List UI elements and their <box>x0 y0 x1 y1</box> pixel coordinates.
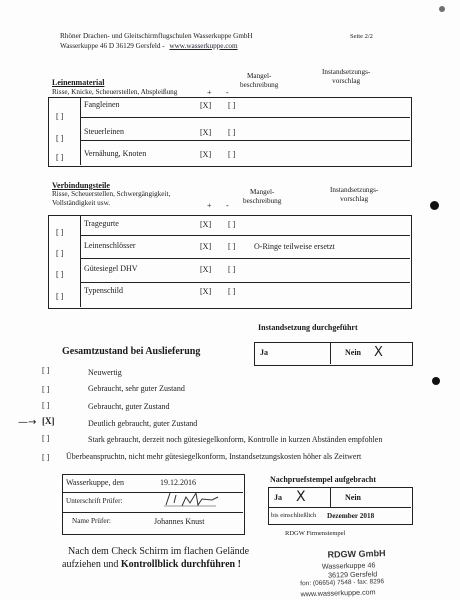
company-address-text: Wasserkuppe 46 D 36129 Gersfeld - <box>60 42 165 50</box>
verbindung-row-plus-check[interactable]: [X] <box>200 242 212 251</box>
leinen-row-checkbox[interactable]: [ ] <box>56 112 64 121</box>
stamp-line-4: www.wasserkuppe.com <box>300 587 376 599</box>
verbindung-divider <box>80 215 81 307</box>
company-address <box>60 42 238 50</box>
footer-line-2-bold: Kontrollblick durchführen ! <box>120 559 241 570</box>
verbindung-row-checkbox[interactable]: [ ] <box>56 292 64 301</box>
nachpruef-title: Nachpruefstempel aufgebracht <box>270 475 376 484</box>
firmenstempel-label: RDGW Firmenstempel <box>285 530 346 537</box>
leinen-col-instand: Instandsetzungs- vorschlag <box>322 68 371 85</box>
verbindung-row-note: O-Ringe teilweise ersetzt <box>254 242 335 251</box>
verbindung-row-label: Gütesiegel DHV <box>84 264 138 273</box>
zustand-option-label: Neuwertig <box>88 368 122 377</box>
leinen-row-plus-check[interactable]: [X] <box>200 128 212 137</box>
footer-line-2-text: aufziehen und <box>62 559 121 570</box>
verbindung-row-line-2 <box>80 258 410 259</box>
signature-scribble <box>160 489 230 511</box>
verbindung-col-mangel: Mangel- beschreibung <box>243 188 282 205</box>
verbindung-row-label: Tragegurte <box>84 219 119 228</box>
company-website-link[interactable]: www.wasserkuppe.com <box>169 42 238 50</box>
signature-label: Unterschrift Prüfer: <box>66 497 123 505</box>
instandsetzung-nein[interactable]: Nein <box>345 348 361 357</box>
instandsetzung-title: Instandsetzung durchgeführt <box>258 323 358 332</box>
verbindung-row-minus-check[interactable]: [ ] <box>228 220 236 229</box>
nachpruef-ja-mark: X <box>296 489 306 505</box>
page-number: Seite 2/2 <box>350 33 373 40</box>
nachpruef-line <box>268 507 411 508</box>
stamp-line-2: 36129 Gersfeld <box>327 569 378 580</box>
company-name: Rhöner Drachen- und Gleitschirmflugschulen Wasserkuppe GmbH <box>60 32 253 40</box>
verbindung-minus-header: - <box>226 201 229 210</box>
leinen-row-line-1 <box>80 117 410 118</box>
punch-hole-dot <box>430 201 439 210</box>
verbindung-col-instand: Instandsetzungs- vorschlag <box>330 186 379 203</box>
leinen-row-minus-check[interactable]: [ ] <box>228 128 236 137</box>
verbindung-subtitle-2: Vollständigkeit usw. <box>52 199 111 207</box>
zustand-option-checkbox[interactable]: [ ] <box>42 401 50 410</box>
signature-date[interactable]: 19.12.2016 <box>160 478 196 487</box>
nachpruef-nein[interactable]: Nein <box>345 493 361 502</box>
leinen-row-checkbox[interactable]: [ ] <box>56 153 64 162</box>
verbindung-row-checkbox[interactable]: [ ] <box>56 270 64 279</box>
stamp-line-1: Wasserkuppe 46 <box>321 560 376 571</box>
zustand-option-label: Gebraucht, guter Zustand <box>88 402 170 411</box>
name-label: Name Prüfer: <box>72 517 111 525</box>
zustand-option-checkbox[interactable]: [ ] <box>42 453 50 462</box>
zustand-option-checkbox[interactable]: [X] <box>42 416 55 426</box>
leinen-subtitle: Risse, Knicke, Scheuerstellen, Abspleißung <box>52 88 178 96</box>
company-stamp <box>299 547 404 600</box>
leinen-row-checkbox[interactable]: [ ] <box>56 134 64 143</box>
place-date-label: Wasserkuppe, den <box>66 478 125 487</box>
verbindung-row-label: Leinenschlösser <box>84 241 136 250</box>
nachpruef-until-value[interactable]: Dezember 2018 <box>327 512 375 520</box>
verbindung-row-plus-check[interactable]: [X] <box>200 265 212 274</box>
verbindung-row-checkbox[interactable]: [ ] <box>56 228 64 237</box>
verbindung-plus-header: + <box>207 201 212 210</box>
zustand-option-label: Gebraucht, sehr guter Zustand <box>88 384 185 393</box>
instandsetzung-divider <box>330 342 331 364</box>
nachpruef-divider <box>330 487 331 507</box>
zustand-option-checkbox[interactable]: [ ] <box>42 434 50 443</box>
leinen-plus-header: + <box>207 88 212 97</box>
leinen-row-minus-check[interactable]: [ ] <box>228 150 236 159</box>
zustand-option-checkbox[interactable]: [ ] <box>42 385 50 394</box>
inspector-name[interactable]: Johannes Knust <box>154 517 205 526</box>
leinen-row-plus-check[interactable]: [X] <box>200 150 212 159</box>
leinen-title: Leinenmaterial <box>52 78 105 87</box>
verbindung-row-minus-check[interactable]: [ ] <box>228 242 236 251</box>
verbindung-title: Verbindungsteile <box>52 181 110 190</box>
verbindung-row-label: Typenschild <box>84 286 123 295</box>
verbindung-subtitle-1: Risse, Scheuerstellen, Schwergängigkeit, <box>52 190 171 198</box>
signature-line-2 <box>62 512 243 513</box>
footer-line-2 <box>62 559 241 570</box>
leinen-col-mangel: Mangel- beschreibung <box>240 72 279 89</box>
verbindung-row-plus-check[interactable]: [X] <box>200 220 212 229</box>
zustand-option-label: Stark gebraucht, derzeit noch gütesiegelkonform, Kontrolle in kurzen Abständen empfohlen <box>88 435 383 444</box>
zustand-option-label: Deutlich gebraucht, guter Zustand <box>88 419 198 428</box>
verbindung-row-minus-check[interactable]: [ ] <box>228 287 236 296</box>
verbindung-row-checkbox[interactable]: [ ] <box>56 249 64 258</box>
nachpruef-ja[interactable]: Ja <box>274 493 282 502</box>
nachpruef-until-label: bis einschließlich <box>271 512 317 519</box>
stamp-name: RDGW GmbH <box>327 548 386 560</box>
arrow-right-icon: —→ <box>18 417 37 428</box>
leinen-row-plus-check[interactable]: [X] <box>200 101 212 110</box>
punch-hole-dot <box>432 377 440 385</box>
leinen-divider <box>80 97 81 165</box>
leinen-row-line-2 <box>80 140 410 141</box>
gesamtzustand-title: Gesamtzustand bei Auslieferung <box>62 346 201 357</box>
zustand-option-checkbox[interactable]: [ ] <box>42 366 50 375</box>
verbindung-row-minus-check[interactable]: [ ] <box>228 265 236 274</box>
instandsetzung-ja[interactable]: Ja <box>260 348 268 357</box>
leinen-row-minus-check[interactable]: [ ] <box>228 101 236 110</box>
scan-mark-dot <box>439 6 445 12</box>
verbindung-row-plus-check[interactable]: [X] <box>200 287 212 296</box>
instandsetzung-nein-mark: X <box>374 345 383 360</box>
leinen-row-label: Vernähung, Knoten <box>84 149 147 158</box>
footer-line-1: Nach dem Check Schirm im flachen Gelände <box>68 546 250 557</box>
leinen-minus-header: - <box>226 88 229 97</box>
instandsetzung-box <box>254 342 413 366</box>
zustand-option-label: Überbeanspruchtn, nicht mehr gütesiegelkonform, Instandsetzungskosten höher als Zeitwert <box>66 452 362 461</box>
leinen-row-label: Steuerleinen <box>84 127 124 136</box>
leinen-row-label: Fangleinen <box>84 100 120 109</box>
verbindung-row-line-3 <box>80 282 410 283</box>
stamp-line-3: fon: (06654) 7548 - fax: 8296 <box>300 578 385 588</box>
verbindung-row-line-1 <box>80 235 410 236</box>
